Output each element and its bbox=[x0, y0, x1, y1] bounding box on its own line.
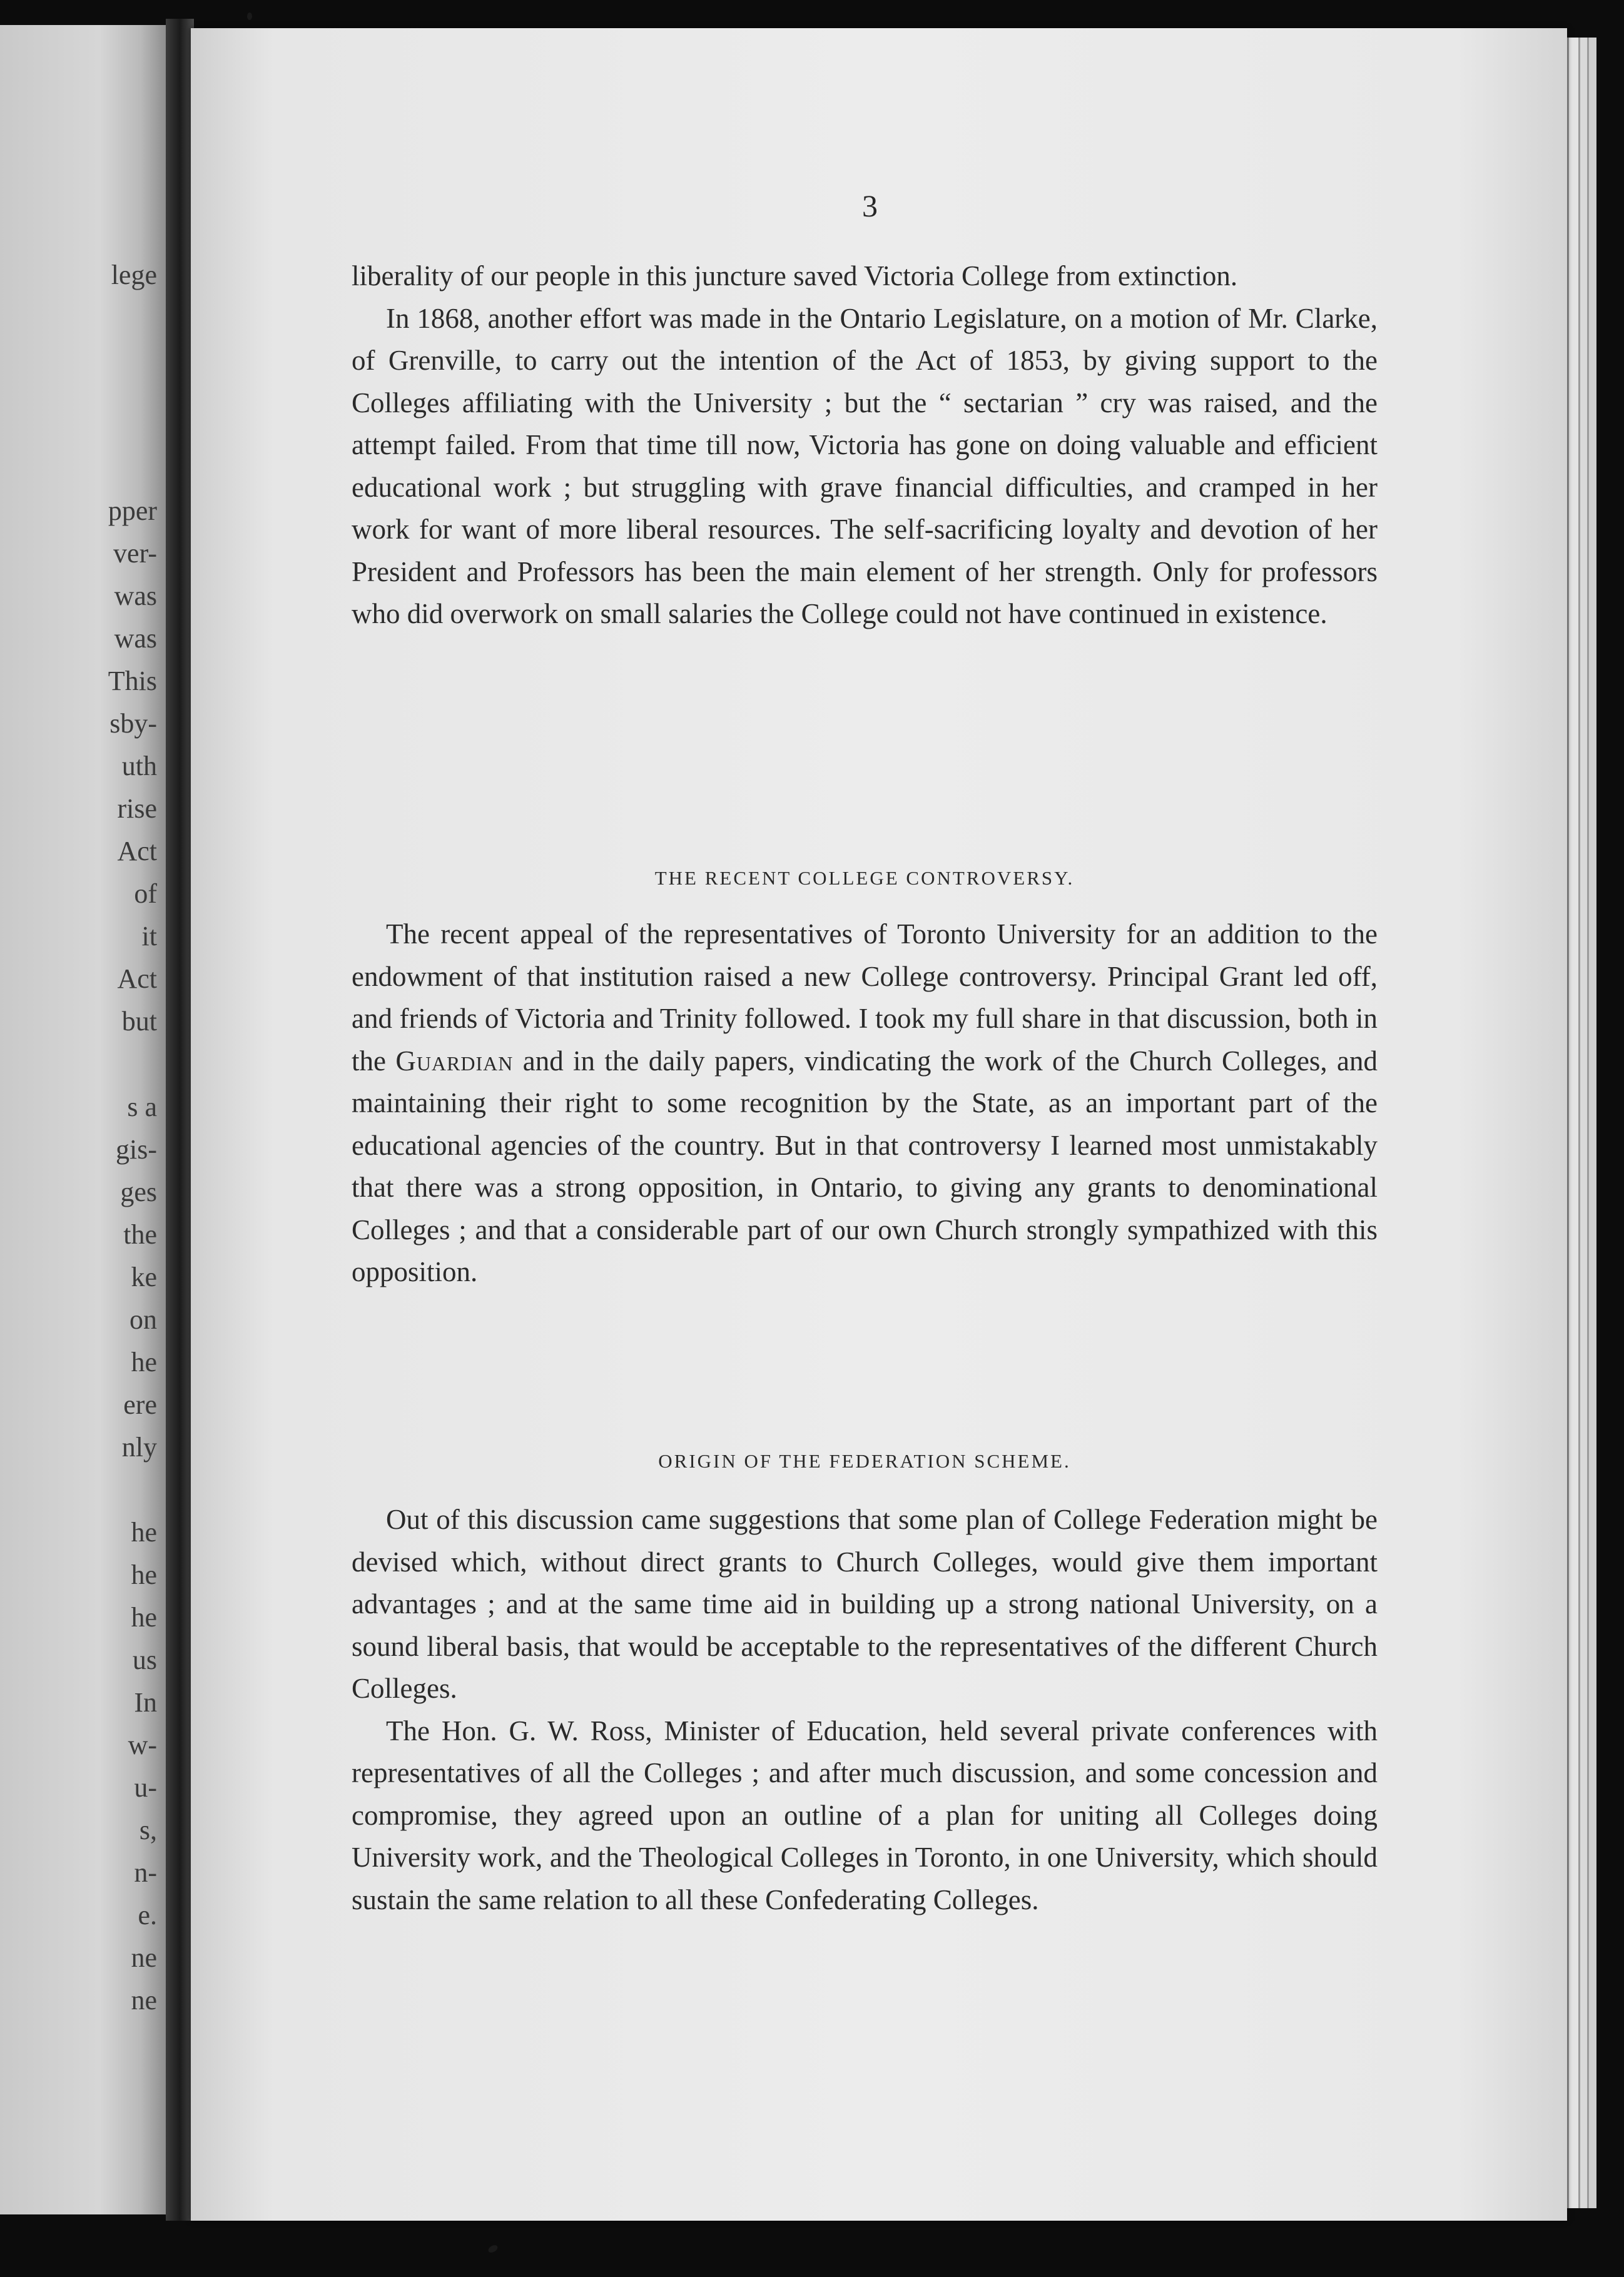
left-page-fragment: s, bbox=[139, 1815, 157, 1845]
section-heading: THE RECENT COLLEGE CONTROVERSY. bbox=[654, 867, 1075, 889]
dust-speck bbox=[487, 2244, 499, 2254]
book-gutter bbox=[166, 19, 194, 2221]
left-page-fragment: us bbox=[132, 1645, 157, 1675]
paragraph bbox=[352, 913, 1378, 1294]
left-page-fragment: lege bbox=[111, 260, 157, 290]
left-page-fragment: was bbox=[114, 581, 157, 611]
adjacent-left-page bbox=[0, 25, 166, 2214]
left-page-fragment: pper bbox=[108, 495, 157, 526]
left-page-fragment: ke bbox=[131, 1262, 157, 1292]
left-page-fragment: was bbox=[114, 623, 157, 654]
left-page-fragment: but bbox=[121, 1006, 157, 1037]
paragraph-text: The recent appeal of the representatives of Toronto University for an addition to the endowment of that institution raised a new College controversy. Principal Grant led off, and friends of Victoria and Trinity followed. I took my full share in that discussion, both in the bbox=[352, 918, 1378, 1077]
paragraph: Out of this discussion came suggestions that some plan of College Federation might be devised which, without direct grants to Church Colleges, would give them important advantages ; and at the same time aid in building up a strong national University, on a sound liberal basis, that would be acceptable to the representatives of the different Church Colleges. bbox=[352, 1504, 1378, 1704]
left-page-fragment: nly bbox=[121, 1432, 157, 1463]
text-block-controversy bbox=[352, 913, 1378, 1294]
left-page-fragment: he bbox=[131, 1559, 157, 1590]
left-page-fragment: ne bbox=[131, 1985, 157, 2016]
left-page-fragment: u- bbox=[134, 1772, 157, 1803]
left-page-fragment: gis- bbox=[116, 1134, 157, 1165]
left-page-fragment: e. bbox=[138, 1900, 157, 1930]
page-number: 3 bbox=[862, 188, 878, 223]
page-stack-edge bbox=[1587, 38, 1596, 2208]
left-page-fragment: he bbox=[131, 1602, 157, 1633]
text-block-federation bbox=[352, 1499, 1378, 1921]
left-page-fragment: In bbox=[134, 1687, 157, 1718]
paragraph: liberality of our people in this juncture saved Victoria College from extinction. bbox=[352, 260, 1238, 292]
left-page-fragment: ne bbox=[131, 1942, 157, 1973]
dust-speck bbox=[247, 13, 252, 20]
text-block-opening bbox=[352, 255, 1378, 636]
left-page-fragment: w- bbox=[128, 1730, 157, 1760]
left-page-fragment: it bbox=[141, 921, 157, 951]
left-page-fragment: on bbox=[129, 1304, 157, 1335]
left-page-fragment: he bbox=[131, 1347, 157, 1377]
left-page-fragment: sby- bbox=[109, 708, 157, 739]
left-page-fragment: n- bbox=[134, 1857, 157, 1888]
paragraph-text: and in the daily papers, vindicating the work of the Church Colleges, and maintaining their right to some recognition by the State, as an important part of the educational agencies of the country. But in that controversy I learned most unmistakably that there was a strong opposition, in Ontario, to giving any grants to denominational Colleges ; and that a considerable part of our own Church strongly sympathized with this opposition. bbox=[352, 1045, 1378, 1287]
section-heading: ORIGIN OF THE FEDERATION SCHEME. bbox=[658, 1450, 1071, 1472]
left-page-fragment: ver- bbox=[113, 538, 157, 569]
left-page-fragment: ges bbox=[120, 1177, 157, 1207]
paragraph: The Hon. G. W. Ross, Minister of Education, held several private conferences with representatives of all the Colleges ; and after much discussion, and some concession and compromise, they agreed upon an outline of a plan for uniting all Colleges doing University work, and the Theological Colleges in Toronto, in one University, which should sustain the same relation to all these Confederating Colleges. bbox=[352, 1715, 1378, 1915]
left-page-fragment: s a bbox=[127, 1092, 157, 1122]
left-page-fragment: Act bbox=[117, 836, 157, 866]
left-page-fragment: he bbox=[131, 1517, 157, 1548]
left-page-fragment: ere bbox=[123, 1389, 157, 1420]
left-page-fragment: uth bbox=[121, 751, 157, 781]
newspaper-name: Guardian bbox=[395, 1045, 514, 1077]
left-page-fragment: rise bbox=[117, 793, 157, 824]
left-page-fragment: This bbox=[108, 666, 157, 696]
left-page-fragment: Act bbox=[117, 963, 157, 994]
left-page-fragment: the bbox=[123, 1219, 157, 1250]
paragraph: In 1868, another effort was made in the Ontario Legislature, on a motion of Mr. Clarke, of Grenville, to carry out the intention of the Act of 1853, by giving support to the Colleges affiliating with the University ; but the “ sectarian ” cry was raised, and the attempt failed. From that time till now, Victoria has gone on doing valuable and efficient educational work ; but struggling with grave financial difficulties, and cramped in her work for want of more liberal resources. The self-sacrificing loyalty and devotion of her President and Professors has been the main element of her strength. Only for professors who did overwork on small salaries the College could not have continued in existence. bbox=[352, 302, 1378, 629]
left-page-fragment: of bbox=[134, 878, 157, 909]
